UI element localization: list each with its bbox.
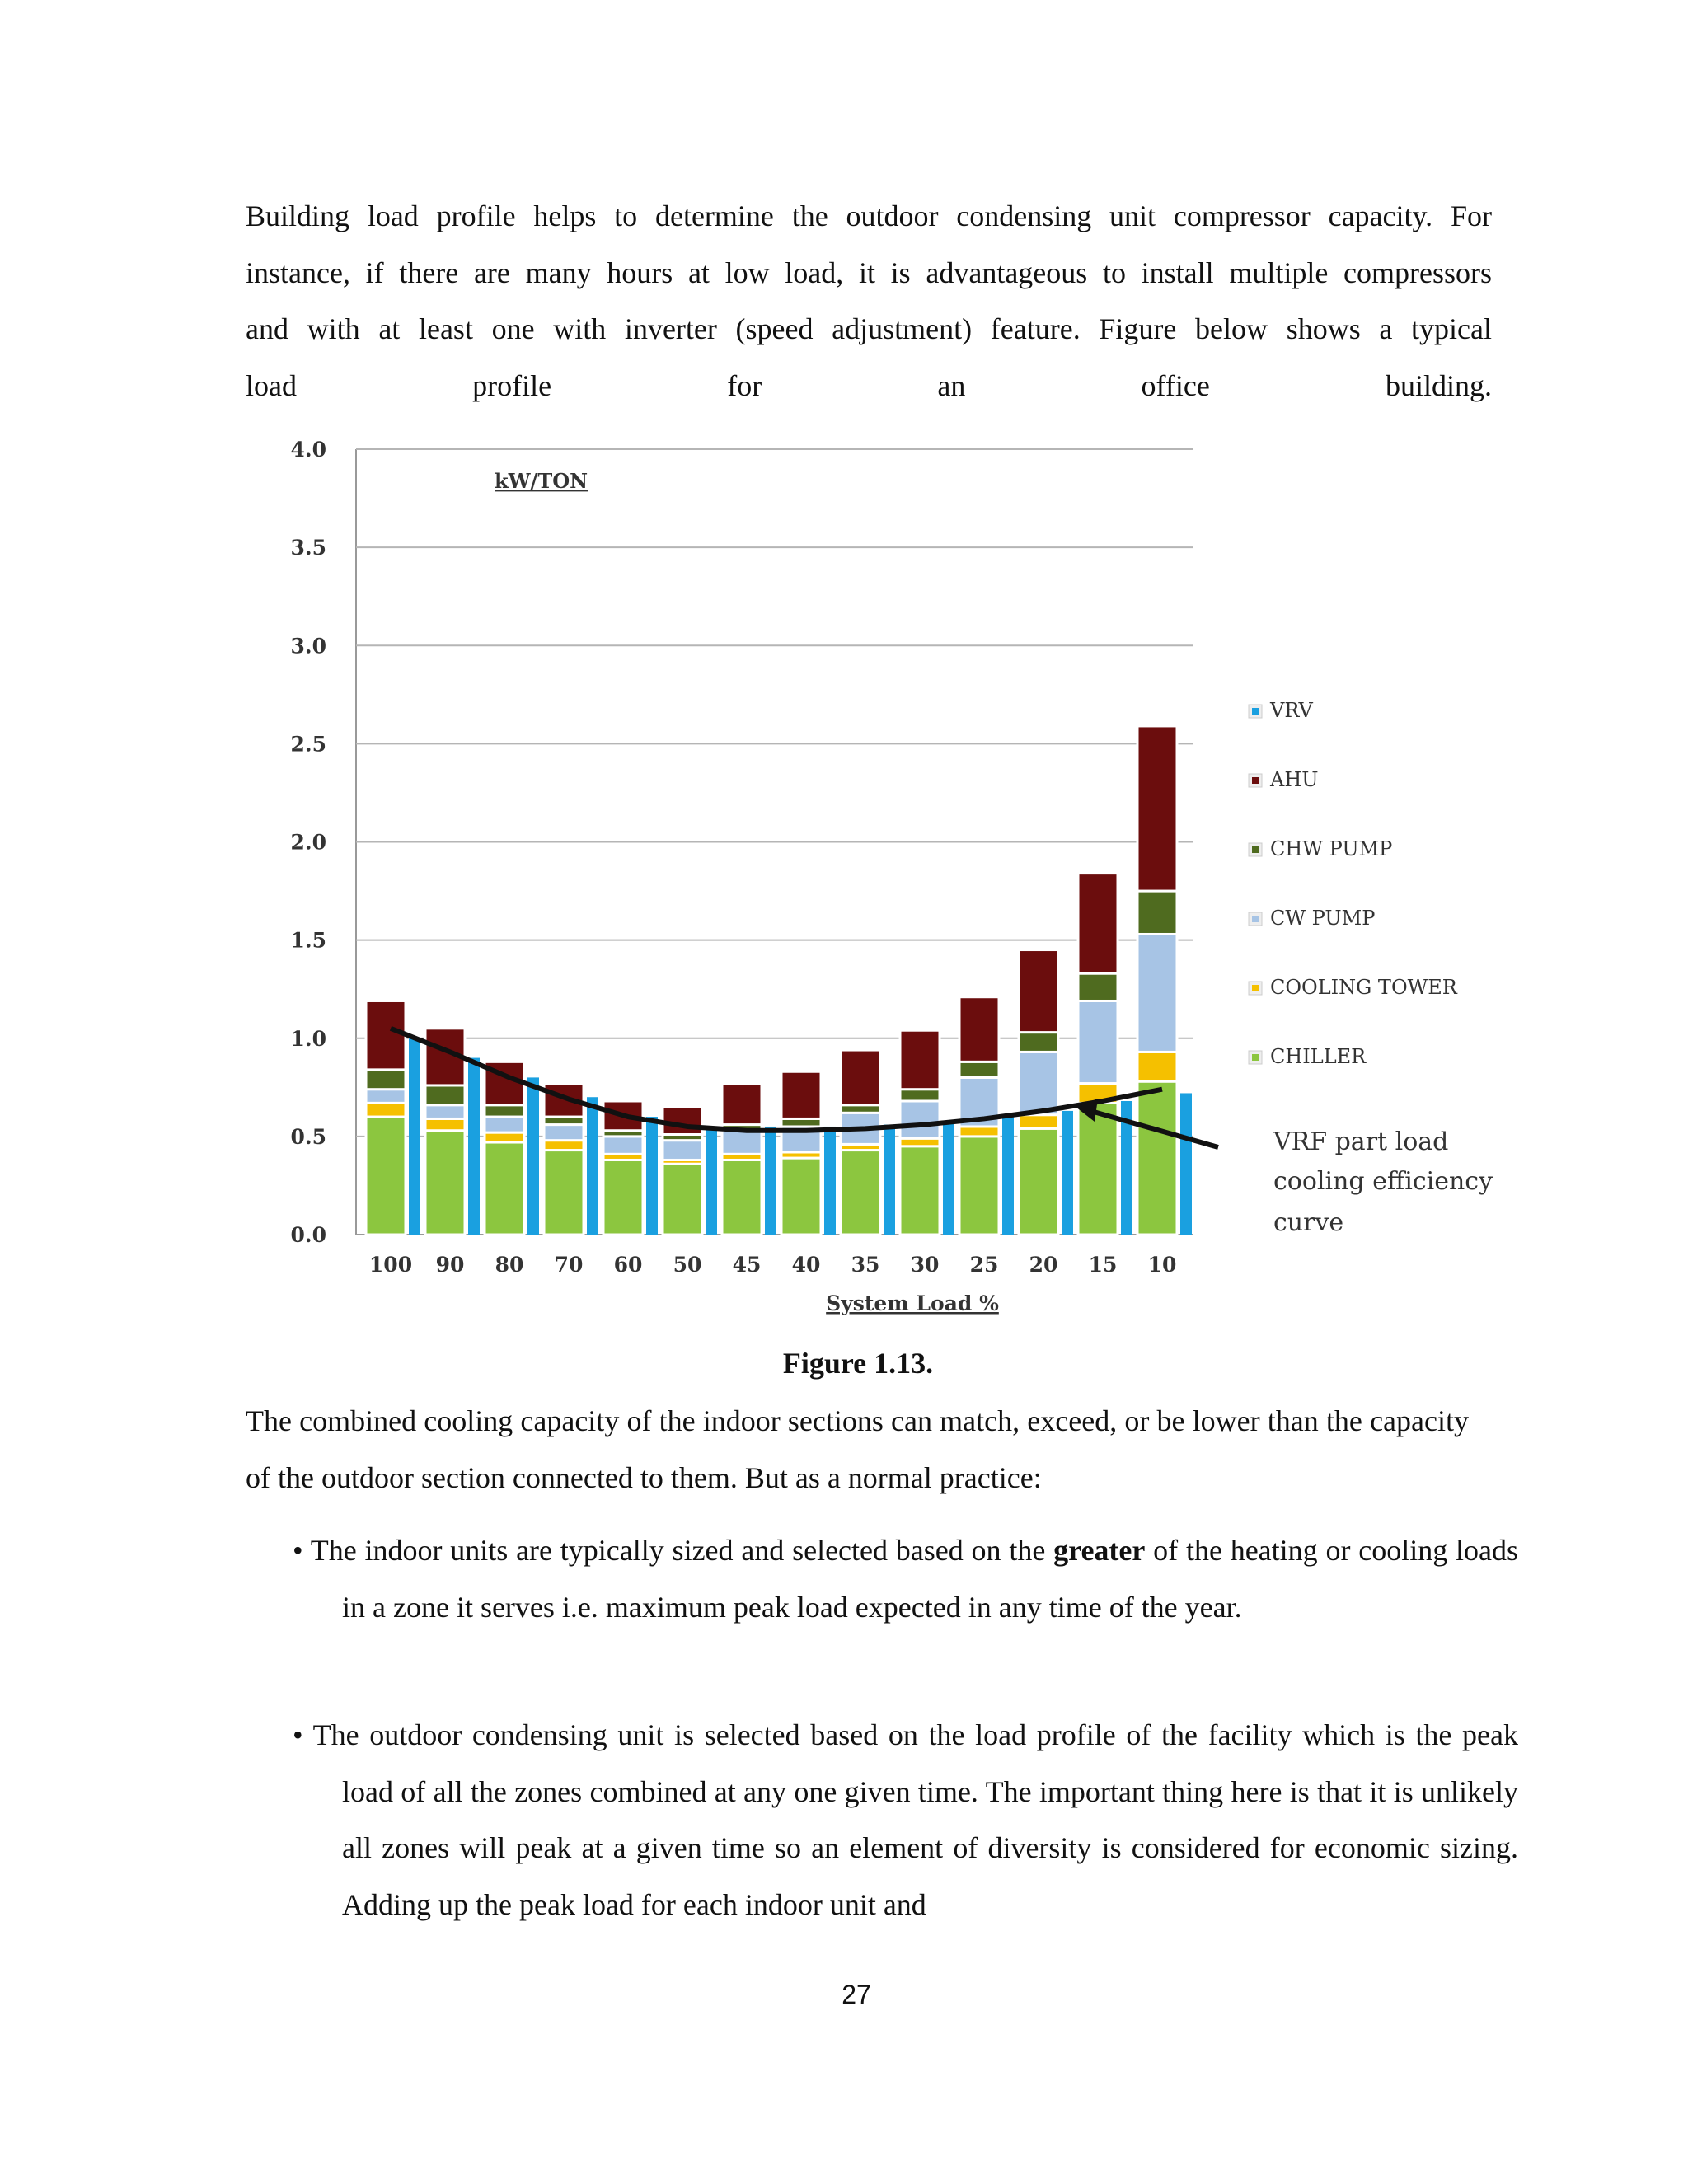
bar-ahu [722, 1084, 762, 1125]
bar-chiller [544, 1151, 584, 1235]
bar-vrv [1180, 1093, 1192, 1235]
bullet-outdoor-unit [293, 1707, 1518, 1933]
bar-vrv [1002, 1117, 1014, 1235]
bar-cw-pump [900, 1101, 940, 1138]
x-tick-label: 40 [791, 1253, 821, 1277]
legend-swatch [1252, 1054, 1259, 1061]
legend-item-chiller [1249, 1045, 1367, 1068]
bar-chiller [722, 1160, 762, 1235]
legend-swatch [1252, 708, 1259, 715]
bar-vrv [468, 1058, 480, 1235]
x-tick-label: 20 [1029, 1253, 1058, 1277]
legend-swatch [1252, 846, 1259, 853]
chart-title: kW/TON [495, 469, 588, 493]
x-tick-label: 100 [368, 1253, 413, 1277]
bar-cw-pump [485, 1117, 524, 1132]
bar-ahu [1019, 950, 1058, 1033]
bar-cooling-tower [544, 1141, 584, 1151]
bullet-1-text-start: • The indoor units are typically sized and selected based on the [293, 1534, 1054, 1567]
legend-swatch [1252, 985, 1259, 991]
x-axis-label: System Load % [826, 1291, 999, 1315]
legend-item-ahu [1249, 768, 1319, 791]
bar-chiller [841, 1151, 880, 1235]
bar-vrv [765, 1127, 776, 1235]
bar-chiller [366, 1117, 406, 1235]
bar-chiller [425, 1131, 465, 1235]
x-tick-label: 35 [851, 1253, 880, 1277]
intro-line-4: load profile for an office building. [246, 368, 1492, 402]
bar-vrv [587, 1097, 598, 1235]
y-tick-label: 1.5 [290, 928, 326, 953]
x-tick-label: 50 [673, 1253, 702, 1277]
bar-vrv [884, 1125, 895, 1235]
x-tick-label: 25 [969, 1253, 999, 1277]
bar-cooling-tower [425, 1118, 465, 1130]
bar-vrv [706, 1127, 717, 1235]
bar-ahu [366, 1001, 406, 1069]
bar-cw-pump [366, 1090, 406, 1104]
bar-cw-pump [663, 1141, 702, 1160]
kw-per-ton-chart [272, 424, 1508, 1331]
bar-chw-pump [366, 1070, 406, 1090]
intro-line-3: and with at least one with inverter (speed adjustment) feature. Figure below shows a typical [246, 312, 1492, 345]
bar-ahu [781, 1071, 821, 1118]
legend-label: COOLING TOWER [1270, 976, 1457, 999]
bar-chiller [959, 1137, 999, 1235]
legend-item-cooling-tower [1249, 976, 1458, 999]
x-tick-label: 15 [1088, 1253, 1118, 1277]
bullet-1-text-end: of the heating or cooling loads in a zone it serves i.e. maximum peak load expected in any time of the year. [342, 1534, 1518, 1624]
y-tick-label: 3.0 [290, 634, 326, 658]
bar-chw-pump [900, 1090, 940, 1101]
bar-cw-pump [603, 1137, 643, 1154]
bar-vrv [528, 1077, 539, 1235]
bar-chw-pump [1078, 973, 1118, 1001]
x-tick-label: 45 [732, 1253, 762, 1277]
bar-cooling-tower [1019, 1115, 1058, 1129]
bar-vrv [824, 1127, 836, 1235]
bar-chw-pump [485, 1105, 524, 1117]
bar-cooling-tower [485, 1132, 524, 1142]
legend-item-cw-pump [1249, 907, 1375, 930]
x-tick-label: 70 [554, 1253, 584, 1277]
legend-label: VRV [1270, 699, 1313, 722]
curve-annotation-line-3: curve [1273, 1208, 1344, 1237]
legend-label: CHILLER [1270, 1045, 1367, 1068]
bar-chiller [1137, 1081, 1177, 1235]
y-tick-label: 0.0 [290, 1223, 326, 1247]
x-tick-label: 90 [435, 1253, 465, 1277]
bar-cooling-tower [366, 1103, 406, 1117]
bar-ahu [900, 1030, 940, 1089]
bar-chiller [663, 1164, 702, 1235]
bar-cw-pump [1019, 1052, 1058, 1114]
bullet-indoor-units [293, 1522, 1518, 1635]
bar-cw-pump [722, 1131, 762, 1155]
bullet-1-emphasis: greater [1053, 1534, 1146, 1567]
y-tick-label: 1.0 [290, 1026, 326, 1051]
page-number: 27 [842, 1980, 871, 2009]
bar-cw-pump [544, 1125, 584, 1141]
legend-item-vrv [1249, 699, 1314, 722]
bar-vrv [646, 1117, 658, 1235]
bar-chw-pump [1137, 891, 1177, 934]
bar-chiller [1019, 1128, 1058, 1235]
bar-cooling-tower [1137, 1052, 1177, 1081]
capacity-paragraph: The combined cooling capacity of the indoor sections can match, exceed, or be lower than the capacity of the outdoor section connected to them. But as a normal practice: [246, 1404, 1469, 1494]
bar-chw-pump [425, 1085, 465, 1105]
bar-chiller [1078, 1103, 1118, 1235]
bar-cooling-tower [959, 1127, 999, 1137]
y-tick-label: 0.5 [290, 1124, 326, 1149]
curve-annotation-line-2: cooling efficiency [1273, 1167, 1493, 1196]
x-tick-label: 10 [1147, 1253, 1177, 1277]
legend-swatch [1252, 916, 1259, 922]
figure-caption: Figure 1.13. [782, 1347, 934, 1380]
x-tick-label: 60 [613, 1253, 643, 1277]
bar-cw-pump [1078, 1001, 1118, 1083]
y-tick-label: 4.0 [290, 438, 326, 462]
legend-label: CHW PUMP [1270, 837, 1393, 860]
bar-chw-pump [959, 1062, 999, 1077]
bar-chiller [781, 1158, 821, 1235]
curve-annotation-line-1: VRF part load [1273, 1127, 1449, 1156]
bar-vrv [409, 1038, 420, 1235]
bar-ahu [1137, 726, 1177, 891]
bar-ahu [663, 1107, 702, 1134]
intro-paragraph [246, 188, 1492, 414]
bar-chiller [900, 1146, 940, 1235]
bar-vrv [1062, 1111, 1073, 1235]
legend-swatch [1252, 777, 1259, 784]
intro-line-1: Building load profile helps to determine the outdoor condensing unit compressor capacity. For [246, 199, 1492, 232]
y-tick-label: 3.5 [290, 536, 326, 560]
x-tick-label: 30 [910, 1253, 940, 1277]
intro-line-2: instance, if there are many hours at low load, it is advantageous to install multiple compressors [246, 255, 1492, 289]
bar-ahu [959, 997, 999, 1062]
legend-item-chw-pump [1249, 837, 1392, 860]
bar-chw-pump [1019, 1033, 1058, 1052]
legend-label: AHU [1270, 768, 1319, 791]
x-tick-label: 80 [495, 1253, 524, 1277]
bar-chiller [603, 1160, 643, 1235]
y-tick-label: 2.0 [290, 830, 326, 855]
bar-ahu [841, 1050, 880, 1105]
bullet-2-text: • The outdoor condensing unit is selected based on the load profile of the facility which is the peak load of all the zones combined at any one given time. The important thing here is that it is unlikely all zones will peak at a given time so an element of diversity is considered for economic sizing. Adding up the peak load for each indoor unit and [293, 1718, 1518, 1921]
bar-vrv [943, 1121, 954, 1235]
legend-label: CW PUMP [1270, 907, 1376, 930]
bar-ahu [1078, 874, 1118, 974]
y-tick-label: 2.5 [290, 732, 326, 757]
bar-chiller [485, 1142, 524, 1235]
bar-cw-pump [425, 1105, 465, 1119]
bar-cw-pump [1137, 934, 1177, 1052]
